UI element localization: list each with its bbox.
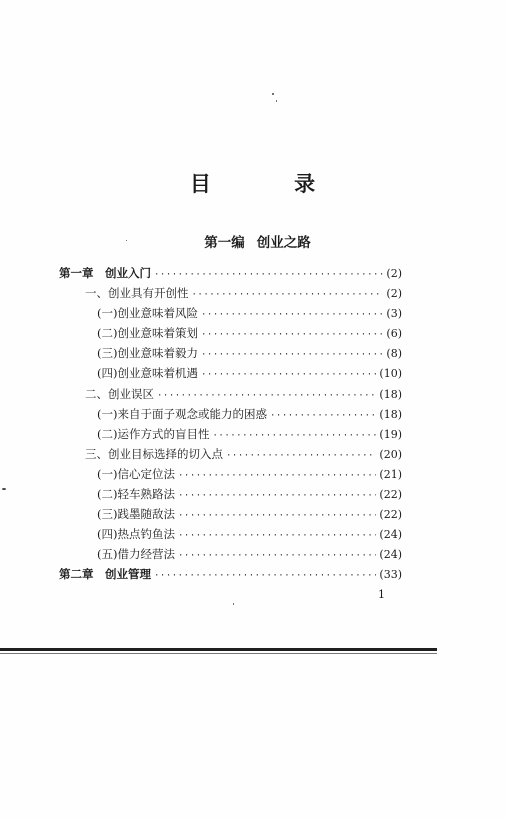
toc-entry-label: (四)创业意味着机遇 — [97, 366, 198, 381]
toc-entry-label: (一)信心定位法 — [97, 466, 175, 481]
toc-entry-page: (19) — [379, 427, 402, 441]
toc-entry-page: (22) — [379, 488, 402, 502]
toc-entry — [59, 424, 402, 444]
toc-entry — [59, 484, 402, 504]
part-label: 第一编 — [204, 235, 245, 251]
toc-entry — [59, 384, 402, 404]
toc-entry — [59, 564, 402, 584]
toc-entry-label: 二、创业误区 — [85, 386, 154, 401]
toc-entry-label: 三、创业目标选择的切入点 — [85, 446, 223, 461]
dot-leader — [178, 506, 376, 526]
toc-entry — [59, 283, 402, 303]
toc-entry-page: (6) — [386, 327, 402, 341]
toc-entry-label: (二)创业意味着策划 — [97, 326, 198, 341]
dot-leader — [270, 406, 376, 426]
dot-leader — [212, 426, 376, 446]
dot-leader — [178, 526, 376, 546]
page-number: 1 — [378, 588, 385, 601]
scan-speck — [272, 93, 274, 95]
toc-entry-page: (22) — [379, 508, 402, 522]
toc-entry-page: (18) — [379, 407, 402, 421]
dot-leader — [178, 546, 376, 566]
toc-entry-page: (3) — [386, 307, 402, 321]
toc-entry — [59, 404, 402, 424]
toc-title: 目 录 — [189, 172, 354, 196]
toc-entry-label: (三)践墨随敌法 — [97, 507, 175, 522]
scan-speck — [126, 240, 127, 241]
toc-entry-label: (二)运作方式的盲目性 — [97, 426, 210, 441]
toc-entry-page: (8) — [386, 347, 402, 361]
scan-speck — [233, 603, 234, 605]
toc-entry-label: (四)热点钓鱼法 — [97, 527, 175, 542]
toc-entry — [59, 263, 402, 283]
toc-entry-page: (33) — [379, 568, 402, 582]
toc-entry — [59, 363, 402, 383]
scan-speck — [2, 488, 6, 490]
toc-entry-page: (21) — [379, 467, 402, 481]
toc-entry-label: 一、创业具有开创性 — [85, 286, 189, 301]
dot-leader — [226, 446, 376, 466]
dot-leader — [178, 486, 376, 506]
dot-leader — [154, 265, 383, 285]
dot-leader — [157, 386, 376, 406]
toc-entry — [59, 303, 402, 323]
toc-entry-page: (2) — [386, 287, 402, 301]
toc-entry — [59, 524, 402, 544]
toc-entry-label: (一)创业意味着风险 — [97, 306, 198, 321]
toc-entry — [59, 464, 402, 484]
toc-entry — [59, 343, 402, 363]
bottom-rule-thin — [0, 653, 437, 654]
toc-entry — [59, 544, 402, 564]
dot-leader — [178, 466, 376, 486]
dot-leader — [192, 285, 384, 305]
toc-entry-page: (24) — [379, 548, 402, 562]
dot-leader — [201, 325, 383, 345]
toc-entry-label: 第一章 创业入门 — [59, 266, 151, 280]
toc-entry-page: (20) — [379, 447, 402, 461]
toc-entry-label: (二)轻车熟路法 — [97, 487, 175, 502]
part-name: 创业之路 — [256, 235, 311, 251]
part-heading — [0, 231, 505, 251]
bottom-rule — [0, 648, 437, 651]
dot-leader — [154, 566, 376, 586]
scan-speck — [276, 100, 277, 102]
toc-entry-page: (24) — [379, 528, 402, 542]
toc-entry-label: 第二章 创业管理 — [59, 567, 151, 582]
toc-entry-label: (一)来自于面子观念或能力的困惑 — [97, 406, 267, 421]
toc-entry-page: (10) — [379, 367, 402, 381]
toc-entry-label: (五)借力经营法 — [97, 547, 175, 562]
toc-entry-page: (18) — [379, 387, 402, 401]
dot-leader — [201, 345, 383, 365]
toc-entry-label: (三)创业意味着毅力 — [97, 346, 198, 361]
toc-entry — [59, 444, 402, 464]
toc-entry — [59, 504, 402, 524]
dot-leader — [201, 365, 376, 385]
table-of-contents — [59, 263, 402, 585]
toc-entry-page: (2) — [386, 267, 402, 280]
toc-entry — [59, 323, 402, 343]
dot-leader — [201, 305, 383, 325]
